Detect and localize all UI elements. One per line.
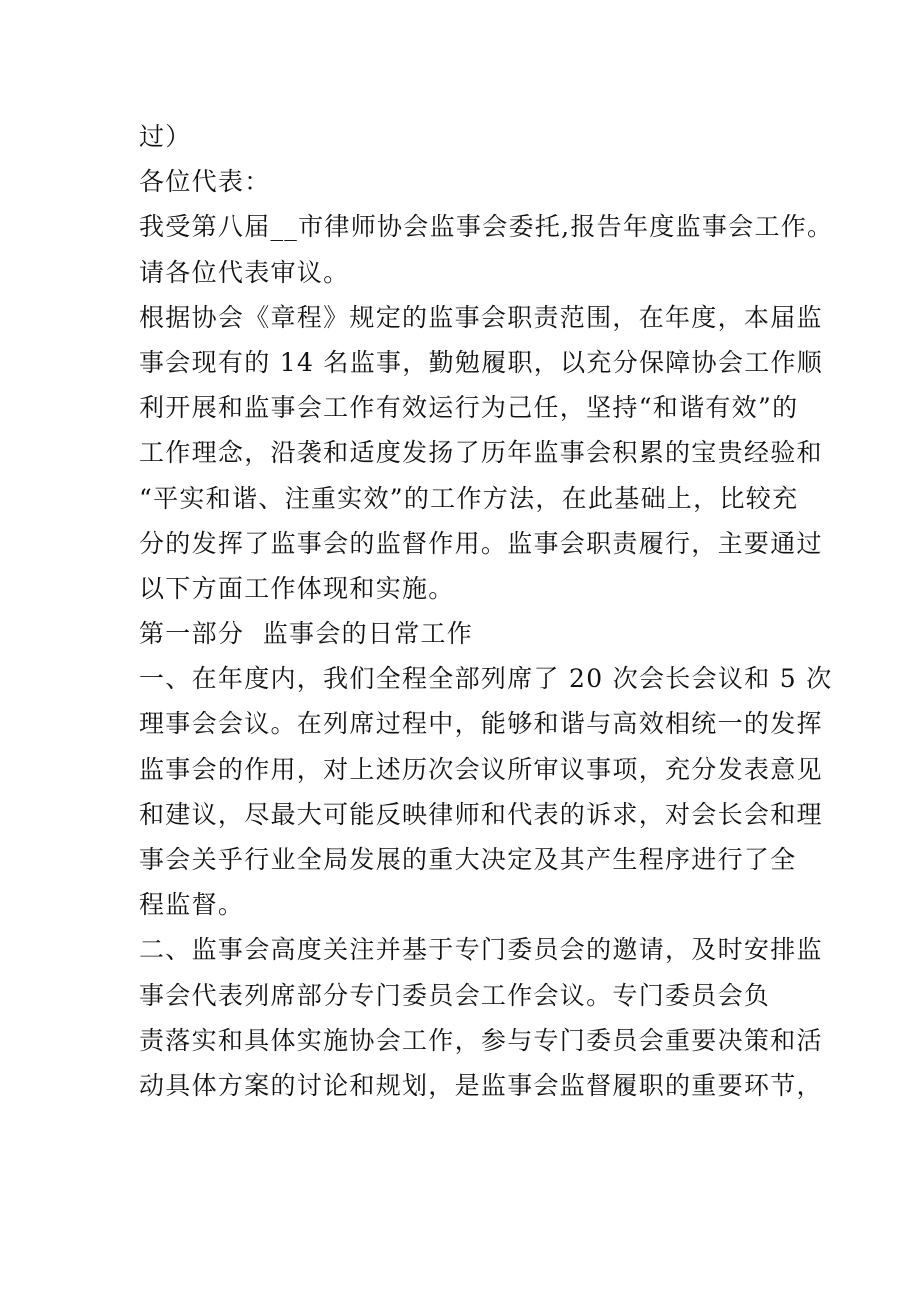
text-line: 和建议，尽最大可能反映律师和代表的诉求，对会长会和理	[139, 799, 823, 829]
text-line: 理事会会议。在列席过程中，能够和谐与高效相统一的发挥	[139, 709, 823, 739]
text-line: 我受第八届__市律师协会监事会委托,报告年度监事会工作。	[139, 212, 834, 242]
text-line: 请各位代表审议。	[139, 257, 350, 287]
text-line: “平实和谐、注重实效”的工作方法，在此基础上，比较充	[139, 483, 799, 513]
text-line: 分的发挥了监事会的监督作用。监事会职责履行，主要通过	[139, 528, 823, 558]
section-heading: 第一部分 监事会的日常工作	[139, 619, 474, 649]
text-line: 一、在年度内，我们全程全部列席了 20 次会长会议和 5 次	[139, 664, 833, 694]
text-line: 事会关乎行业全局发展的重大决定及其产生程序进行了全	[139, 845, 797, 874]
salutation: 各位代表：	[139, 167, 271, 197]
text-line: 过）	[139, 122, 192, 151]
text-line: 程监督。	[139, 890, 245, 920]
text-line: 动具体方案的讨论和规划，是监事会监督履职的重要环节，	[139, 1070, 823, 1100]
text-line: 监事会的作用，对上述历次会议所审议事项，充分发表意见	[139, 754, 823, 784]
text-line: 根据协会《章程》规定的监事会职责范围，在年度，本届监	[139, 302, 823, 332]
text-line: 责落实和具体实施协会工作，参与专门委员会重要决策和活	[139, 1025, 823, 1055]
text-line: 工作理念，沿袭和适度发扬了历年监事会积累的宝贵经验和	[139, 438, 823, 468]
document-body	[139, 114, 834, 1108]
text-line: 事会代表列席部分专门委员会工作会议。专门委员会负	[139, 980, 771, 1010]
text-line: 事会现有的 14 名监事，勤勉履职，以充分保障协会工作顺	[139, 347, 824, 377]
text-line: 以下方面工作体现和实施。	[139, 573, 455, 603]
text-line: 二、监事会高度关注并基于专门委员会的邀请，及时安排监	[139, 935, 823, 965]
text-line: 利开展和监事会工作有效运行为己任，坚持“和谐有效”的	[139, 393, 799, 423]
